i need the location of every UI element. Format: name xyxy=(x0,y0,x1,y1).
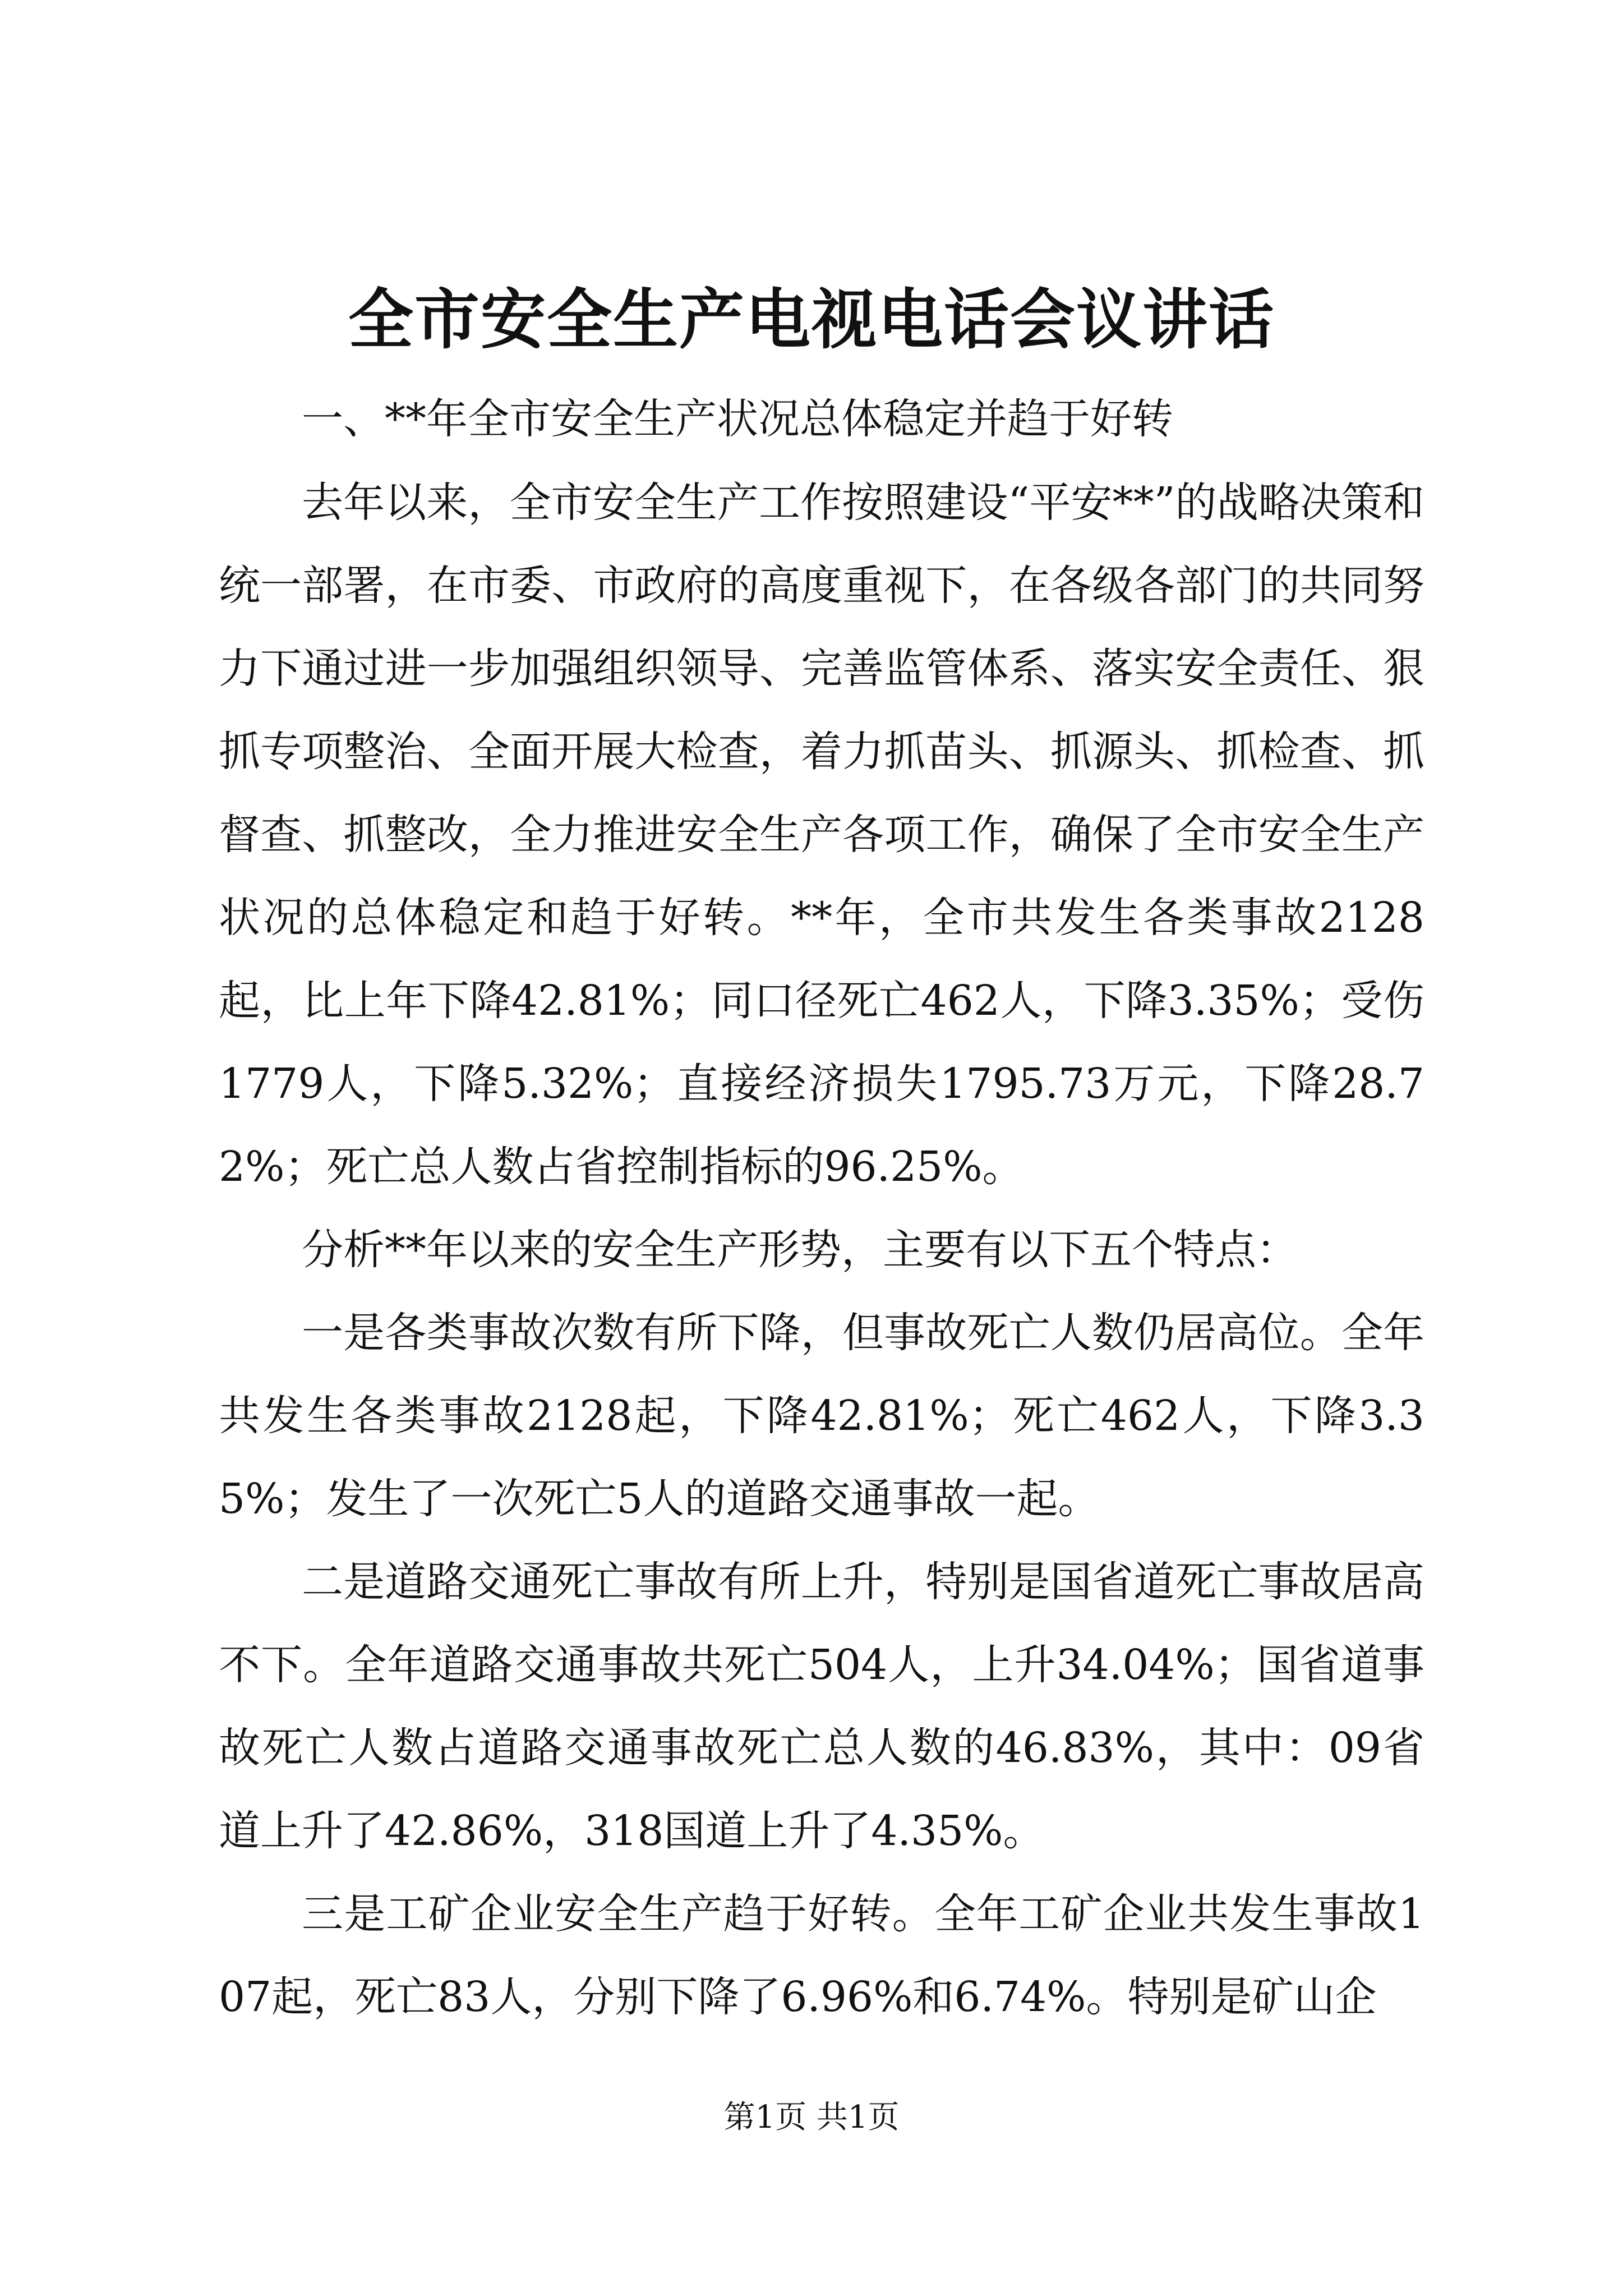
paragraph-feature-two: 二是道路交通死亡事故有所上升，特别是国省道死亡事故居高不下。全年道路交通事故共死亡504人，上升34.04%；国省道事故死亡人数占道路交通事故死亡总人数的46.83%，其中：09省道上升了42.86%，318国道上升了4.35%。 xyxy=(219,1558,1424,1855)
paragraph-feature-three: 三是工矿企业安全生产趋于好转。全年工矿企业共发生事故107起，死亡83人，分别下降了6.96%和6.74%。特别是矿山企 xyxy=(219,1890,1424,2021)
paragraph-feature-one: 一是各类事故次数有所下降，但事故死亡人数仍居高位。全年共发生各类事故2128起，下降42.81%；死亡462人，下降3.35%；发生了一次死亡5人的道路交通事故一起。 xyxy=(219,1309,1424,1523)
page-footer: 第1页 共1页 xyxy=(723,2099,900,2136)
paragraph-overview: 去年以来，全市安全生产工作按照建设“平安**”的战略决策和统一部署，在市委、市政府的高度重视下，在各级各部门的共同努力下通过进一步加强组织领导、完善监管体系、落实安全责任、狠抓专项整治、全面开展大检查，着力抓苗头、抓源头、抓检查、抓督查、抓整改，全力推进安全生产各项工作，确保了全市安全生产状况的总体稳定和趋于好转。**年，全市共发生各类事故2128起，比上年下降42.81%；同口径死亡462人，下降3.35%；受伤1779人，下降5.32%；直接经济损失1795.73万元，下降28.72%；死亡总人数占省控制指标的96.25%。 xyxy=(219,478,1424,1191)
document-body xyxy=(219,377,1424,2039)
document-title: 全市安全生产电视电话会议讲话 xyxy=(348,282,1275,358)
paragraph-analysis-intro: 分析**年以来的安全生产形势，主要有以下五个特点： xyxy=(302,1226,1298,1274)
section-heading: 一、**年全市安全生产状况总体稳定并趋于好转 xyxy=(302,395,1173,443)
